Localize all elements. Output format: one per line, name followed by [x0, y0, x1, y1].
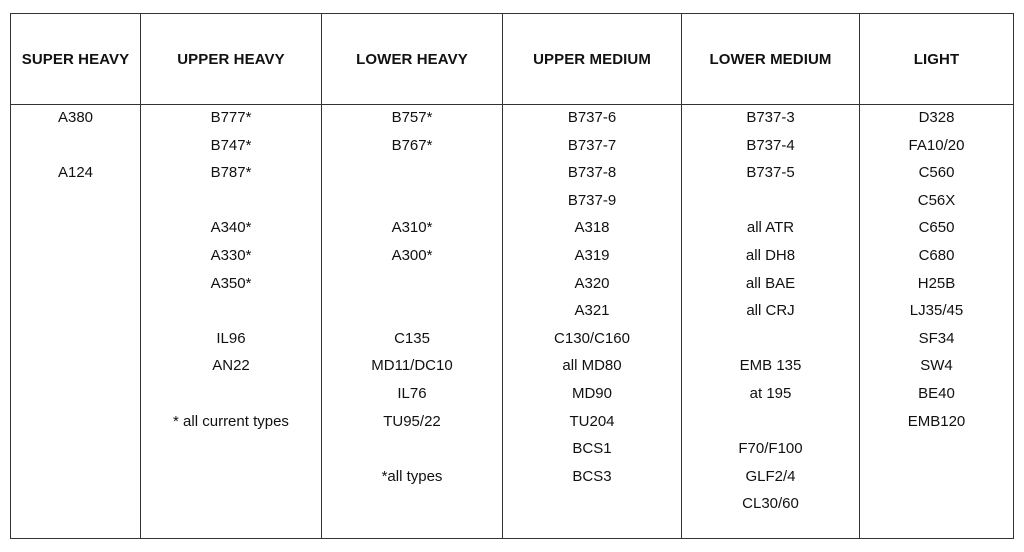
table-cell: * all current types: [173, 412, 289, 430]
table-cell: all MD80: [562, 357, 622, 375]
table-cell: BCS1: [572, 440, 612, 458]
table-cell: B737-8: [567, 164, 617, 182]
table-cell: A300*: [391, 247, 433, 264]
table-cell: MD11/DC10: [371, 357, 453, 375]
table-cell: A320: [574, 274, 610, 292]
table-cell: C650: [918, 219, 955, 237]
table-cell: CL30/60: [742, 495, 799, 513]
column-body: [141, 105, 321, 540]
table-cell: A318: [574, 219, 610, 237]
table-cell: B737-7: [567, 136, 617, 154]
table-cell: all DH8: [745, 247, 796, 264]
table-cell: IL96: [216, 329, 246, 347]
table-cell: A340*: [210, 219, 252, 237]
table-cell: C560: [918, 164, 955, 182]
column-body: [322, 105, 502, 540]
column-header: SUPER HEAVY: [21, 51, 130, 68]
column-header: LIGHT: [913, 51, 960, 68]
column-body: [860, 105, 1013, 540]
table-cell: C135: [394, 329, 430, 347]
table-cell: GLF2/4: [745, 467, 796, 485]
table-cell: A350*: [210, 274, 252, 292]
column-header: LOWER HEAVY: [356, 51, 468, 68]
table-cell: B767*: [391, 136, 433, 154]
table-cell: IL76: [397, 385, 427, 402]
column-header: UPPER MEDIUM: [533, 51, 651, 68]
table-cell: EMB120: [907, 412, 966, 430]
table-cell: B757*: [391, 109, 433, 126]
table-cell: *all types: [381, 467, 443, 485]
table-cell: B787*: [210, 164, 252, 182]
table-cell: H25B: [917, 274, 956, 292]
table-cell: F70/F100: [738, 440, 803, 458]
table-cell: A319: [574, 247, 610, 264]
table-cell: C130/C160: [554, 329, 630, 347]
table-cell: EMB 135: [739, 357, 802, 375]
column-header: UPPER HEAVY: [177, 51, 285, 68]
table-cell: SW4: [920, 357, 953, 375]
table-cell: all BAE: [745, 274, 796, 292]
table-cell: B737-5: [746, 164, 795, 182]
table-cell: A380: [57, 109, 94, 126]
table-cell: B737-6: [567, 109, 617, 126]
table-cell: A330*: [210, 247, 252, 264]
table-cell: AN22: [212, 357, 250, 375]
table-cell: B747*: [210, 136, 252, 154]
table-cell: BCS3: [572, 467, 612, 485]
table-cell: LJ35/45: [909, 302, 964, 320]
table-cell: SF34: [918, 329, 955, 347]
table-cell: B737-4: [746, 136, 795, 154]
column-body: [682, 105, 859, 540]
table-cell: A124: [57, 164, 94, 182]
column-body: [11, 105, 140, 540]
column-body: [503, 105, 681, 540]
table-cell: MD90: [571, 385, 612, 402]
table-cell: A321: [574, 302, 610, 320]
table-cell: D328: [918, 109, 955, 126]
table-cell: B737-9: [567, 191, 617, 209]
aircraft-category-table: [10, 13, 1014, 539]
table-cell: B777*: [210, 109, 252, 126]
table-cell: C680: [918, 247, 955, 264]
table-cell: TU204: [569, 412, 615, 430]
table-cell: BE40: [918, 385, 955, 402]
table-cell: at 195: [749, 385, 792, 402]
table-cell: FA10/20: [908, 136, 965, 154]
table-cell: B737-3: [746, 109, 795, 126]
table-cell: all ATR: [746, 219, 795, 237]
table-cell: A310*: [391, 219, 433, 237]
table-cell: C56X: [917, 191, 956, 209]
column-header: LOWER MEDIUM: [709, 51, 832, 68]
table-cell: all CRJ: [746, 302, 795, 320]
table-cell: TU95/22: [383, 412, 441, 430]
